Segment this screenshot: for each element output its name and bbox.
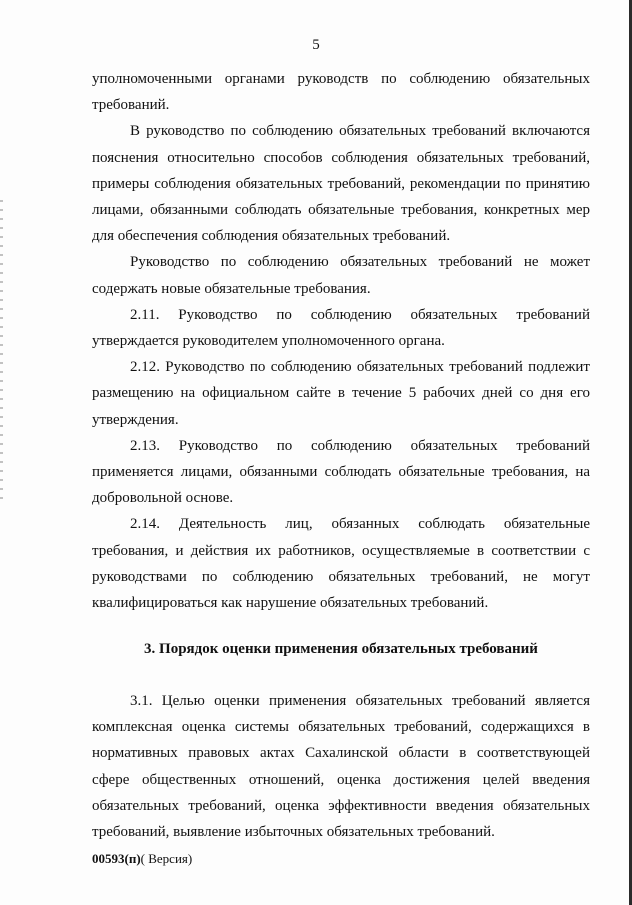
- document-code: [92, 851, 192, 867]
- paragraph: 2.14. Деятельность лиц, обязанных соблюдать обязательные требования, и действия их работников, осуществляемые в соответствии с руководствами по соблюдению обязательных требований, не могут квалифицироваться как нарушение обязательных требований.: [92, 516, 590, 612]
- section-body-text: [92, 688, 590, 845]
- section-heading: 3. Порядок оценки применения обязательных требований: [144, 641, 538, 657]
- paragraph: 2.12. Руководство по соблюдению обязательных требований подлежит размещению на официальном сайте в течение 5 рабочих дней со дня его утверждения.: [92, 359, 590, 428]
- paragraph: Руководство по соблюдению обязательных требований не может содержать новые обязательные требования.: [92, 254, 590, 297]
- paragraph: 2.13. Руководство по соблюдению обязательных требований применяется лицами, обязанными соблюдать обязательные требования, на добровольной основе.: [92, 437, 590, 507]
- page-number: 5: [312, 37, 320, 53]
- document-code-suffix: ( Версия): [140, 851, 193, 866]
- paragraph: В руководство по соблюдению обязательных требований включаются пояснения относительно способов соблюдения обязательных требований, примеры соблюдения обязательных требований, рекомендации по принятию лицами, обязанными соблюдать обязательные требования, конкретных мер для обеспечения соблюдения обязательных требований.: [92, 123, 590, 245]
- binding-marks: [0, 200, 3, 500]
- paragraph: 3.1. Целью оценки применения обязательных требований является комплексная оценка системы обязательных требований, содержащихся в нормативных правовых актах Сахалинской области в соответствующей сфере общественных отношений, оценка достижения целей введения обязательных требований, оценка эффективности введения обязательных требований, выявление избыточных обязательных требований.: [92, 693, 590, 841]
- body-text: [92, 66, 590, 616]
- document-code-number: 00593(п): [92, 851, 141, 866]
- paragraph: уполномоченными органами руководств по соблюдению обязательных требований.: [92, 71, 590, 114]
- paragraph: 2.11. Руководство по соблюдению обязательных требований утверждается руководителем уполномоченного органа.: [92, 306, 590, 350]
